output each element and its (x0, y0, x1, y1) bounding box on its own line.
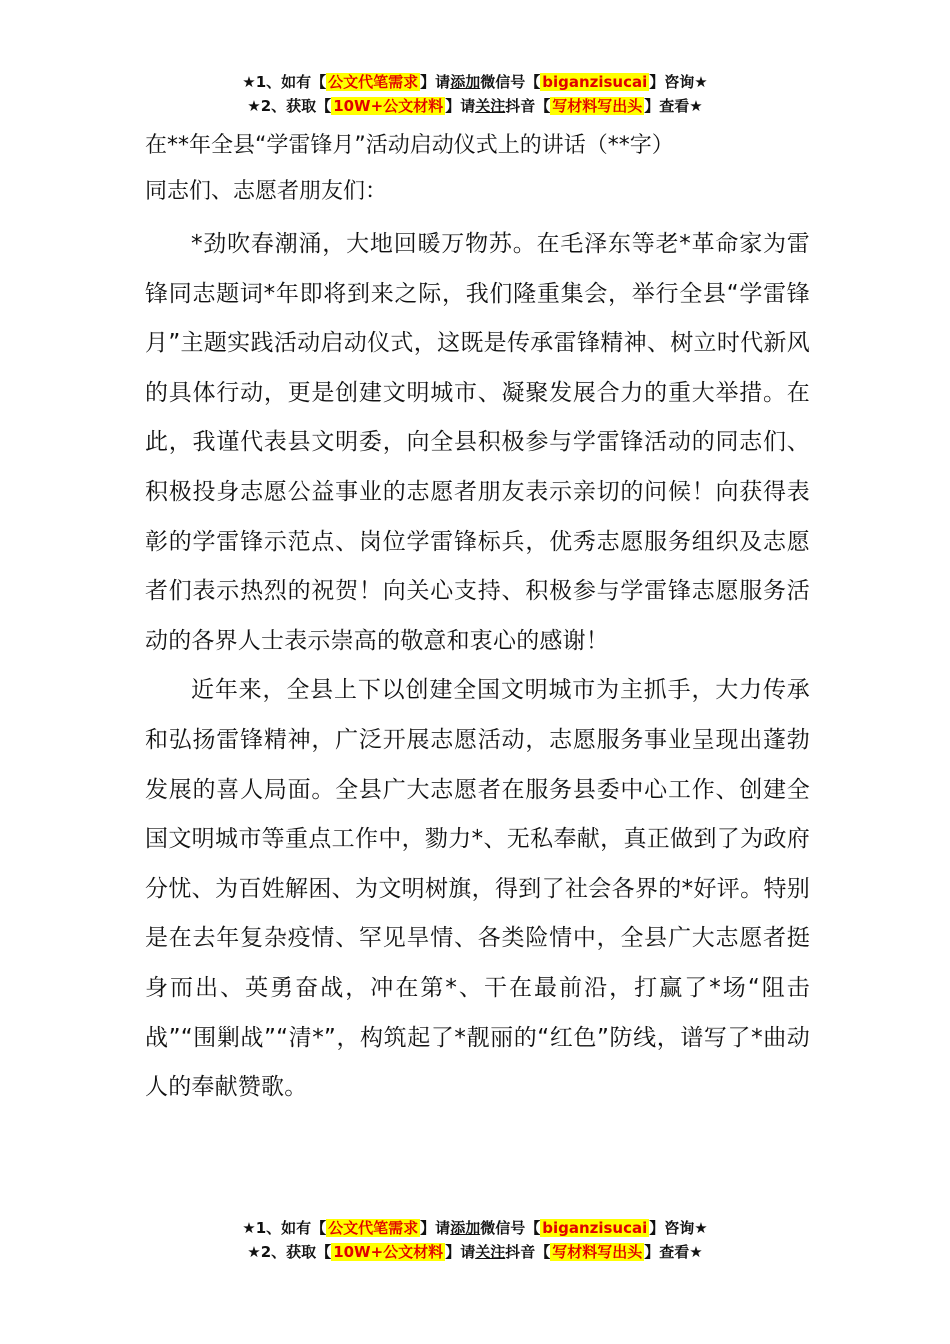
banner-underline: 添加 (450, 1219, 481, 1237)
paragraph-2: 近年来，全县上下以创建全国文明城市为主抓手，大力传承和弘扬雷锋精神，广泛开展志愿活动，志愿服务事业呈现出蓬勃发展的喜人局面。全县广大志愿者在服务县委中心工作、创建全国文明城市等重点工作中，勠力*、无私奉献，真正做到了为政府分忧、为百姓解困、为文明树旗，得到了社会各界的*好评。特别是在去年复杂疫情、罕见旱情、各类险情中，全县广大志愿者挺身而出、英勇奋战，冲在第*、干在最前沿，打赢了*场“阻击战”“围剿战”“清*”，构筑起了*靓丽的“红色”防线，谱写了*曲动人的奉献赞歌。 (145, 677, 810, 1101)
document-body (145, 126, 810, 1113)
paragraph-1: *劲吹春潮涌，大地回暖万物苏。在毛泽东等老*革命家为雷锋同志题词*年即将到来之际，我们隆重集会，举行全县“学雷锋月”主题实践活动启动仪式，这既是传承雷锋精神、树立时代新风的具体行动，更是创建文明城市、凝聚发展合力的重大举措。在此，我谨代表县文明委，向全县积极参与学雷锋活动的同志们、积极投身志愿公益事业的志愿者朋友表示亲切的问候！向获得表彰的学雷锋示范点、岗位学雷锋标兵，优秀志愿服务组织及志愿者们表示热烈的祝贺！向关心支持、积极参与学雷锋志愿服务活动的各界人士表示崇高的敬意和衷心的感谢！ (145, 231, 810, 654)
banner-text: ★2、获取【 (247, 97, 332, 115)
banner-underline: 关注 (475, 1243, 506, 1261)
document-title: 在**年全县“学雷锋月”活动启动仪式上的讲话（**字） (145, 133, 674, 158)
banner-highlight: biganzisucai (542, 1219, 648, 1237)
banner-text: 抖音【 (505, 97, 551, 115)
banner-highlight: 10W+公文材料 (333, 97, 444, 115)
banner-text: ★1、如有【 (242, 1219, 327, 1237)
greeting: 同志们、志愿者朋友们： (145, 179, 388, 204)
banner-highlight: biganzisucai (542, 73, 648, 91)
banner-text: 】请 (420, 1219, 451, 1237)
banner-highlight: 写材料写出头 (552, 97, 643, 115)
header-banner (0, 70, 950, 118)
banner-line-1 (0, 1216, 950, 1240)
banner-highlight: 公文代笔需求 (328, 1219, 419, 1237)
banner-line-2 (0, 94, 950, 118)
banner-text: 】请 (445, 1243, 476, 1261)
banner-underline: 添加 (450, 73, 481, 91)
banner-text: 】查看★ (644, 1243, 703, 1261)
banner-text: 】查看★ (644, 97, 703, 115)
banner-text: 微信号【 (480, 1219, 541, 1237)
banner-underline: 关注 (475, 97, 506, 115)
banner-text: ★2、获取【 (247, 1243, 332, 1261)
banner-text: 】咨询★ (649, 1219, 708, 1237)
banner-text: ★1、如有【 (242, 73, 327, 91)
banner-highlight: 10W+公文材料 (333, 1243, 444, 1261)
banner-highlight: 写材料写出头 (552, 1243, 643, 1261)
banner-line-1 (0, 70, 950, 94)
banner-text: 】咨询★ (649, 73, 708, 91)
banner-text: 】请 (445, 97, 476, 115)
banner-line-2 (0, 1240, 950, 1264)
banner-text: 】请 (420, 73, 451, 91)
banner-highlight: 公文代笔需求 (328, 73, 419, 91)
footer-banner (0, 1216, 950, 1264)
banner-text: 微信号【 (480, 73, 541, 91)
banner-text: 抖音【 (505, 1243, 551, 1261)
